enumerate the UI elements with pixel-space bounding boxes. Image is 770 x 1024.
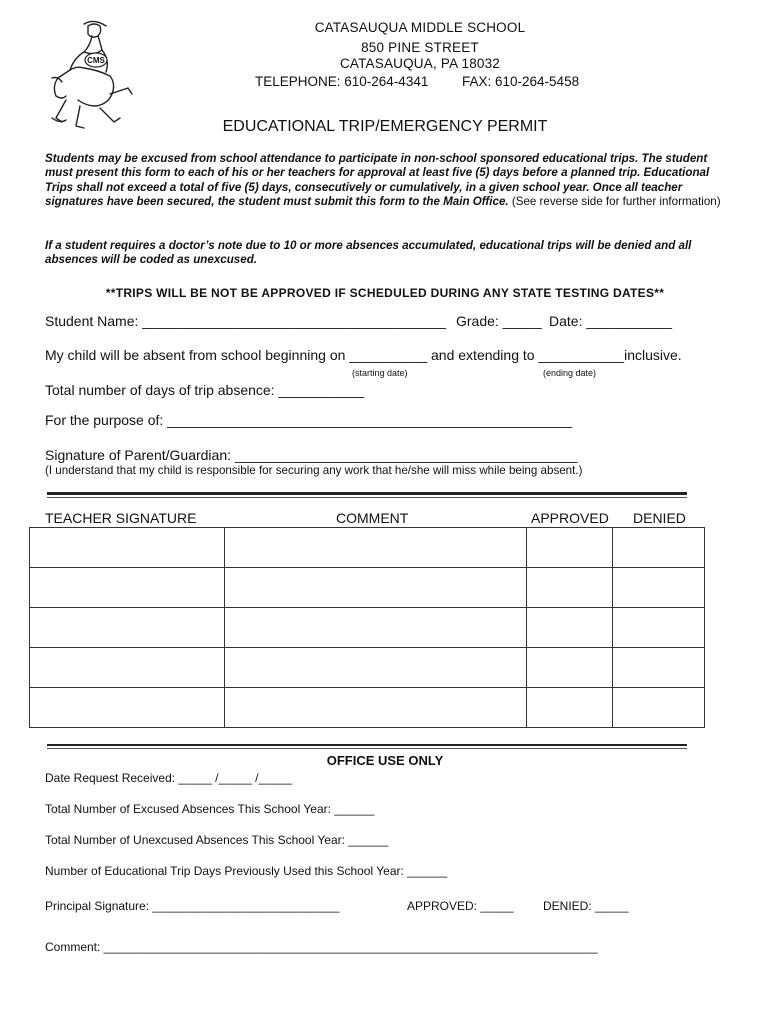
school-street: 850 PINE STREET	[361, 40, 479, 55]
denied-cell[interactable]	[613, 608, 705, 648]
divider-office-thin	[47, 748, 687, 749]
grade-field[interactable]: Grade: _____	[456, 313, 542, 329]
denied-cell[interactable]	[613, 568, 705, 608]
form-title: EDUCATIONAL TRIP/EMERGENCY PERMIT	[222, 118, 548, 135]
parent-signature-field[interactable]: Signature of Parent/Guardian: ____________________________________________	[45, 447, 578, 463]
school-fax: FAX: 610-264-5458	[462, 74, 580, 89]
comment-cell[interactable]	[224, 648, 527, 688]
logo-text: CMS	[87, 56, 105, 65]
student-name-field[interactable]: Student Name: _______________________________________	[45, 313, 446, 329]
teacher-signature-cell[interactable]	[30, 528, 225, 568]
approved-cell[interactable]	[527, 568, 613, 608]
comment-cell[interactable]	[224, 528, 527, 568]
denied-cell[interactable]	[613, 648, 705, 688]
office-comment-field[interactable]: Comment: __________________________________________________________________________	[45, 940, 598, 954]
teacher-signature-cell[interactable]	[30, 648, 225, 688]
excused-absences-field[interactable]: Total Number of Excused Absences This School Year: ______	[45, 802, 375, 816]
comment-cell[interactable]	[224, 608, 527, 648]
header-denied: DENIED	[633, 510, 686, 526]
intro-see-reverse: (See reverse side for further information)	[508, 194, 721, 208]
ending-date-caption: (ending date)	[543, 368, 597, 378]
starting-date-caption: (starting date)	[352, 368, 408, 378]
school-city: CATASAUQUA, PA 18032	[339, 56, 501, 71]
teacher-signature-cell[interactable]	[30, 568, 225, 608]
divider-top	[47, 492, 687, 495]
office-approved-field[interactable]: APPROVED: _____	[407, 899, 514, 913]
header-approved: APPROVED	[531, 510, 609, 526]
denied-cell[interactable]	[613, 528, 705, 568]
approved-cell[interactable]	[527, 648, 613, 688]
school-name: CATASAUQUA MIDDLE SCHOOL	[314, 20, 526, 35]
purpose-field[interactable]: For the purpose of: ____________________________________________________	[45, 412, 573, 428]
header-teacher-signature: TEACHER SIGNATURE	[45, 510, 197, 526]
approved-cell[interactable]	[527, 528, 613, 568]
school-telephone: TELEPHONE: 610-264-4341	[255, 74, 429, 89]
responsibility-note: (I understand that my child is responsible for securing any work that he/she will miss while being absent.)	[45, 464, 583, 477]
intro-paragraph	[45, 152, 725, 209]
table-row	[30, 608, 705, 648]
trip-days-used-field[interactable]: Number of Educational Trip Days Previously Used this School Year: ______	[45, 864, 448, 878]
teacher-signature-cell[interactable]	[30, 608, 225, 648]
table-row	[30, 568, 705, 608]
table-row	[30, 528, 705, 568]
denied-cell[interactable]	[613, 688, 705, 728]
teacher-signature-cell[interactable]	[30, 688, 225, 728]
intro-bold-text: Students may be excused from school attendance to participate in non-school sponsored educational trips. The student must present this form to each of his or her teachers for approval at least five (5) days before a planned trip. Educational Trips shall not exceed a total of five (5) days, consecutively or cumulatively, in a given school year. Once all teacher signatures have been secured, the student must submit this form to the Main Office.	[45, 152, 710, 208]
absence-dates-field[interactable]: My child will be absent from school beginning on __________ and extending to ___________inclusive.	[45, 347, 682, 363]
table-row	[30, 648, 705, 688]
header-comment: COMMENT	[336, 510, 409, 526]
date-field[interactable]: Date: ___________	[549, 313, 672, 329]
teacher-approval-table	[29, 527, 705, 728]
testing-dates-notice: **TRIPS WILL BE NOT BE APPROVED IF SCHEDULED DURING ANY STATE TESTING DATES**	[105, 286, 665, 300]
total-days-field[interactable]: Total number of days of trip absence: ___________	[45, 382, 365, 398]
comment-cell[interactable]	[224, 568, 527, 608]
unexcused-absences-field[interactable]: Total Number of Unexcused Absences This School Year: ______	[45, 833, 389, 847]
divider-office	[47, 744, 687, 746]
date-received-field[interactable]: Date Request Received: _____ /_____ /_____	[45, 771, 292, 785]
comment-cell[interactable]	[224, 688, 527, 728]
doctor-note-paragraph: If a student requires a doctor’s note due to 10 or more absences accumulated, educational trips will be denied and all absences will be coded as unexcused.	[45, 239, 692, 267]
principal-signature-field[interactable]: Principal Signature: ____________________________	[45, 899, 340, 913]
office-use-title: OFFICE USE ONLY	[326, 753, 444, 768]
table-row	[30, 688, 705, 728]
approved-cell[interactable]	[527, 688, 613, 728]
approved-cell[interactable]	[527, 608, 613, 648]
divider-top-thin	[47, 497, 687, 498]
office-denied-field[interactable]: DENIED: _____	[543, 899, 629, 913]
